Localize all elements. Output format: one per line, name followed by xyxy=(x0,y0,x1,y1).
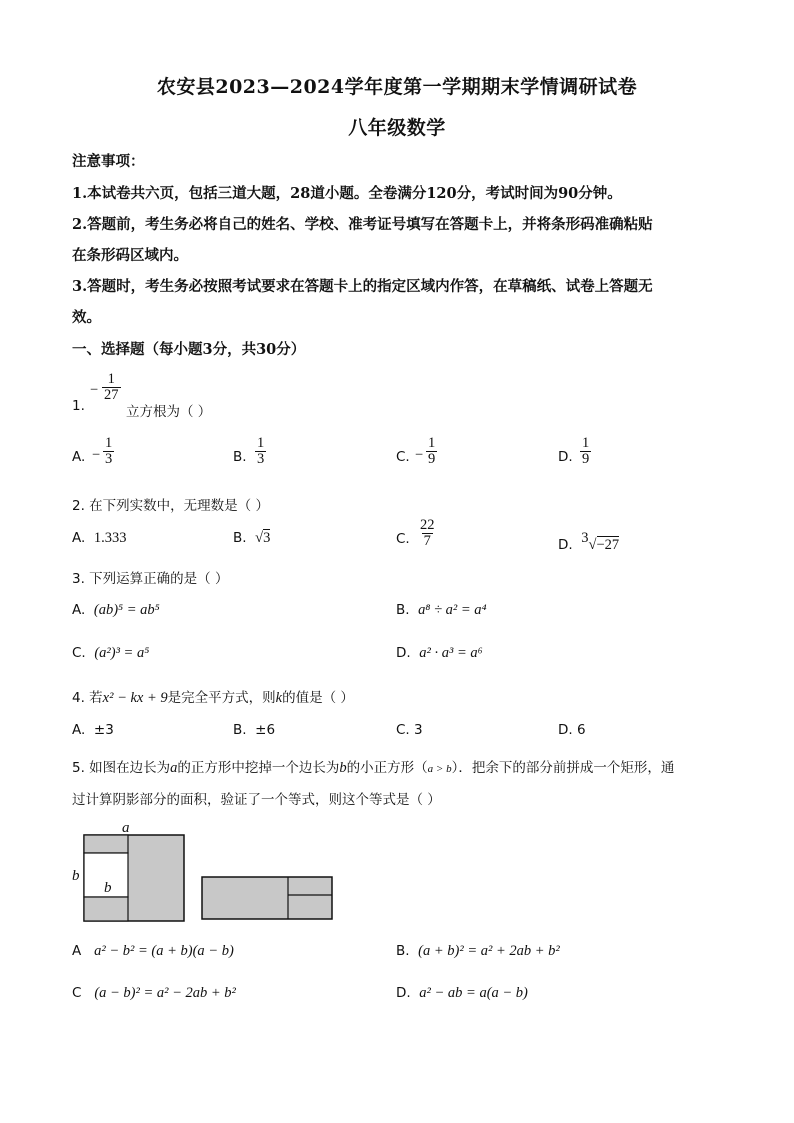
stem-expression: x² − kx + 9 xyxy=(102,690,168,706)
fraction-numerator: 22 xyxy=(420,517,435,533)
fraction-denominator: 9 xyxy=(582,451,590,468)
minus-sign: − xyxy=(415,447,424,463)
q2-option-c[interactable] xyxy=(396,518,516,558)
note-item-3-line-2: 效。 xyxy=(72,309,101,326)
q2-option-b[interactable] xyxy=(233,530,270,547)
minus-sign: − xyxy=(90,382,99,398)
option-label: B. xyxy=(396,943,410,959)
q1-option-a[interactable] xyxy=(72,436,212,476)
q5-option-b[interactable] xyxy=(396,943,560,960)
note-item-2-line-1: 2.答题前，考生务必将自己的姓名、学校、准考证号填写在答题卡上，并将条形码准确粘贴 xyxy=(72,216,653,233)
label-a: a xyxy=(122,820,130,836)
option-label: B. xyxy=(233,530,247,546)
q2-option-a[interactable] xyxy=(72,530,127,547)
q5-option-d[interactable] xyxy=(396,985,528,1002)
option-value: 3 xyxy=(414,722,423,738)
note-item-3-line-1: 3.答题时，考生务必按照考试要求在答题卡上的指定区域内作答，在草稿纸、试卷上答题无 xyxy=(72,278,653,295)
option-expression: a² · a³ = a⁶ xyxy=(419,645,483,661)
option-value: ±6 xyxy=(255,722,276,738)
option-label: D. xyxy=(396,645,411,661)
question-5-line-2: 过计算阴影部分的面积，验证了一个等式，则这个等式是（ ） xyxy=(72,792,441,808)
option-label: A. xyxy=(72,449,86,465)
q3-option-c[interactable] xyxy=(72,645,149,662)
option-label: A. xyxy=(72,602,86,618)
outer-rectangle xyxy=(202,877,332,919)
q1-option-c[interactable] xyxy=(396,436,536,476)
option-expression: a² − b² = (a + b)(a − b) xyxy=(94,943,234,959)
option-label: B. xyxy=(233,449,247,465)
q3-option-b[interactable] xyxy=(396,602,487,619)
option-expression: (a − b)² = a² − 2ab + b² xyxy=(94,985,236,1001)
fraction-numerator: 1 xyxy=(257,435,265,451)
radicand: 3 xyxy=(263,530,271,546)
option-label: A xyxy=(72,943,82,959)
minus-sign: − xyxy=(92,447,101,463)
rectangle-figure xyxy=(200,874,336,924)
stem-text: 的正方形中挖掉一个边长为 xyxy=(177,760,340,776)
fraction-denominator: 27 xyxy=(104,387,119,404)
fraction-numerator: 1 xyxy=(105,435,113,451)
q4-option-b[interactable] xyxy=(233,722,275,738)
q2-option-d[interactable] xyxy=(558,530,619,554)
question-4-stem xyxy=(72,686,354,707)
top-strip xyxy=(84,835,128,853)
stem-variable: b xyxy=(339,760,347,776)
notes-heading: 注意事项： xyxy=(72,153,145,170)
question-5-line-1 xyxy=(72,756,674,777)
question-number: 1. xyxy=(72,398,85,414)
option-label: D. xyxy=(558,449,573,465)
q1-option-d[interactable] xyxy=(558,436,698,476)
option-label: C xyxy=(72,985,82,1001)
option-expression: a⁸ ÷ a² = a⁴ xyxy=(418,602,487,618)
stem-text: ）．把余下的部分前拼成一个矩形，通 xyxy=(451,760,675,776)
label-b-inner: b xyxy=(104,880,112,896)
option-fraction xyxy=(418,518,437,549)
page-title: 农安县2023—2024学年度第一学期期末学情调研试卷 xyxy=(156,76,638,98)
stem-text: 的值是（ ） xyxy=(282,690,354,706)
section-heading: 一、选择题（每小题3分，共30分） xyxy=(72,341,306,358)
cube-root-icon: √ xyxy=(588,537,597,553)
option-label: D. xyxy=(558,537,573,553)
option-label: B. xyxy=(233,722,247,738)
option-expression: (a + b)² = a² + 2ab + b² xyxy=(418,943,560,959)
label-b-left: b xyxy=(72,868,80,884)
q1-option-b[interactable] xyxy=(233,436,373,476)
option-label: C. xyxy=(396,449,410,465)
root-index: 3 xyxy=(581,530,589,546)
option-label: B. xyxy=(396,602,410,618)
option-label: D. xyxy=(558,722,573,738)
stem-condition: a > b xyxy=(427,763,452,775)
stem-text: 是完全平方式，则 xyxy=(167,690,276,706)
option-fraction xyxy=(103,436,114,467)
fraction-numerator: 1 xyxy=(107,371,115,387)
q5-option-a[interactable] xyxy=(72,943,234,960)
stem-text: 的小正方形（ xyxy=(346,760,428,776)
option-value: ±3 xyxy=(93,722,114,738)
option-fraction xyxy=(255,436,266,467)
option-label: D. xyxy=(396,985,411,1001)
option-expression: (ab)⁵ = ab⁵ xyxy=(93,602,160,618)
fraction-numerator: 1 xyxy=(428,435,436,451)
square-figure xyxy=(80,825,190,925)
option-value: 6 xyxy=(576,722,586,738)
radicand: −27 xyxy=(596,537,620,553)
option-fraction xyxy=(580,436,591,467)
q5-option-c[interactable] xyxy=(72,985,236,1002)
stem-text: 4. 若 xyxy=(72,690,103,706)
option-label: A. xyxy=(72,530,86,546)
stem-variable: a xyxy=(170,760,178,776)
option-label: C. xyxy=(396,531,410,547)
fraction-denominator: 9 xyxy=(428,451,436,468)
question-3-stem: 3. 下列运算正确的是（ ） xyxy=(72,571,229,587)
fraction-denominator: 3 xyxy=(105,451,113,468)
note-item-2-line-2: 在条形码区域内。 xyxy=(72,247,188,264)
option-label: C. xyxy=(72,645,86,661)
question-stem: 立方根为（ ） xyxy=(126,404,212,420)
q4-option-a[interactable] xyxy=(72,722,114,738)
page-subtitle: 八年级数学 xyxy=(348,117,446,139)
option-label: C. xyxy=(396,722,410,738)
option-expression: (a²)³ = a⁵ xyxy=(94,645,150,661)
note-item-1: 1.本试卷共六页，包括三道大题，28道小题。全卷满分120分，考试时间为90分钟。 xyxy=(72,185,622,202)
option-value: 1.333 xyxy=(93,530,127,546)
fraction-denominator: 7 xyxy=(423,533,431,550)
q4-option-d[interactable] xyxy=(558,722,586,738)
option-fraction xyxy=(426,436,437,467)
option-label: A. xyxy=(72,722,86,738)
stem-variable: k xyxy=(275,690,283,706)
q4-option-c[interactable] xyxy=(396,722,423,738)
question-2-stem: 2. 在下列实数中，无理数是（ ） xyxy=(72,498,269,514)
fraction-numerator: 1 xyxy=(582,435,590,451)
option-expression: a² − ab = a(a − b) xyxy=(419,985,528,1001)
q3-option-a[interactable] xyxy=(72,602,160,619)
bottom-strip xyxy=(84,897,128,921)
fraction-denominator: 3 xyxy=(257,451,265,468)
sqrt-icon: √ xyxy=(255,530,264,546)
question-fraction xyxy=(102,372,121,403)
stem-text: 5. 如图在边长为 xyxy=(72,760,171,776)
q3-option-d[interactable] xyxy=(396,645,483,662)
